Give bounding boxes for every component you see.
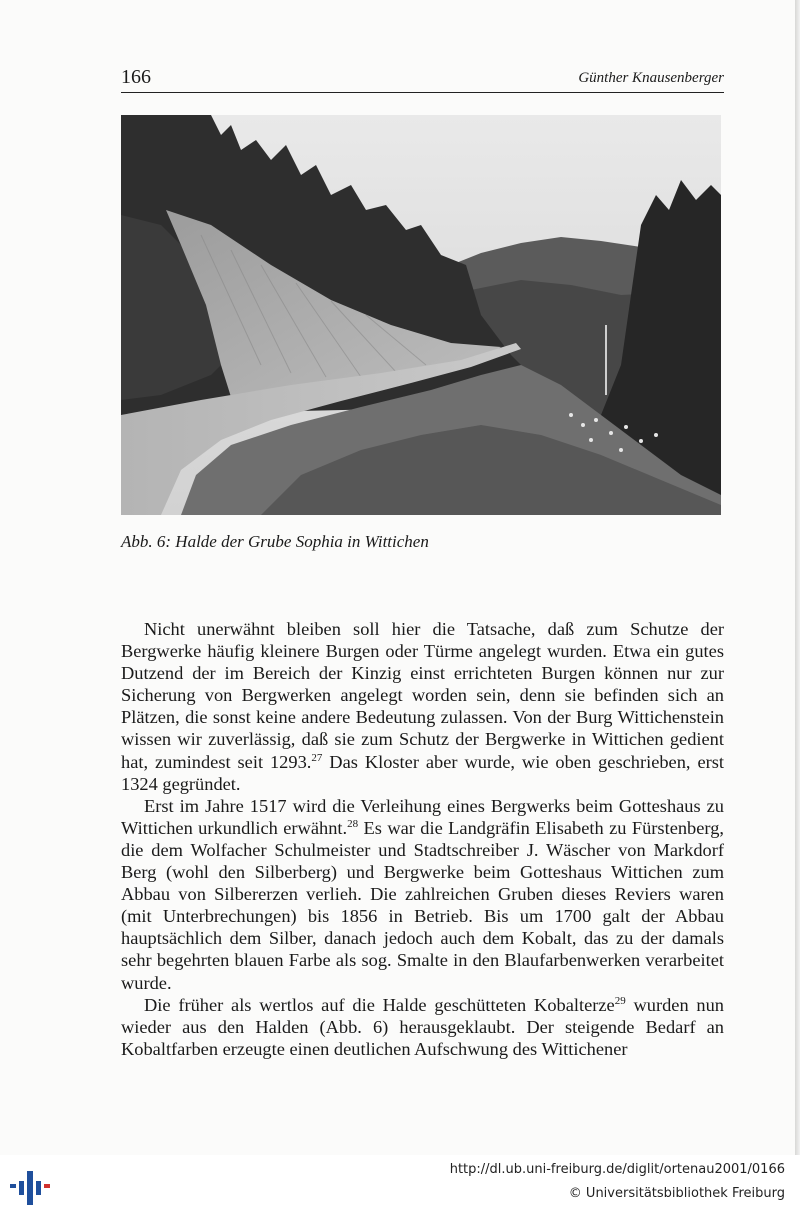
page-edge (795, 0, 800, 1155)
paragraph-1 (121, 618, 724, 795)
footnote-ref-27: 27 (311, 751, 323, 764)
footnote-ref-29: 29 (614, 994, 626, 1007)
viewer-footer (0, 1155, 800, 1212)
figure-caption: Abb. 6: Halde der Grube Sophia in Wittichen (121, 532, 429, 551)
permalink-url[interactable]: http://dl.ub.uni-freiburg.de/diglit/ortenau2001/0166 (449, 1162, 785, 1177)
page-number: 166 (121, 66, 151, 88)
paragraph-text: Erst im Jahre 1517 wird die Verleihung eines Bergwerks beim Gotteshaus zu Wittichen urkundlich erwähnt. (121, 795, 724, 838)
figure-photo-halde (121, 115, 721, 515)
paragraph-text: Es war die Landgräfin Elisabeth zu Fürstenberg, die dem Wolfacher Schulmeister und Stadtschreiber J. Wäscher von Markdorf Berg (wohl den Silberberg) und Bergwerke beim Gotteshaus Wittichen zum Abbau von Silbererzen verlieh. Die zahlreichen Gruben dieses Reviers waren (mit Unterbrechungen) bis 1856 in Betrieb. Bis um 1700 galt der Abbau hauptsächlich dem Silber, danach jedoch auch dem Kobalt, das zu der damals sehr begehrten blauen Farbe als sog. Smalte in den Blaufarbenwerken verarbeitet wurde. (121, 817, 725, 993)
paragraph-text: Das Kloster aber wurde, wie oben geschrieben, erst 1324 gegründet. (121, 751, 724, 794)
paragraph-text: wurden nun wieder aus den Halden (Abb. 6) herausgeklaubt. Der steigende Bedarf an Kobaltfarben erzeugte einen deutlichen Aufschwung des Wittichener (121, 994, 724, 1059)
footnote-ref-28: 28 (347, 817, 359, 830)
library-logo-icon (10, 1163, 52, 1205)
paragraph-3 (121, 994, 724, 1060)
paragraph-text: Nicht unerwähnt bleiben soll hier die Tatsache, daß zum Schutze der Bergwerke häufig kleinere Burgen oder Türme angelegt wurden. Etwa ein gutes Dutzend der im Bereich der Kinzig einst errichteten Burgen können nur zur Sicherung von Bergwerken angelegt worden sein, denn sie befinden sich an Plätzen, die sonst keine andere Bedeutung zulassen. Von der Burg Wittichenstein wissen wir zuverlässig, daß sie zum Schutz der Bergwerke in Wittichen gedient hat, zumindest seit 1293. (121, 619, 724, 772)
paragraph-2 (121, 795, 724, 994)
paragraph-text: Die früher als wertlos auf die Halde geschütteten Kobalterze (144, 994, 615, 1015)
page-header (121, 66, 724, 93)
body-text (121, 618, 724, 1060)
copyright-notice: © Universitätsbibliothek Freiburg (568, 1186, 785, 1201)
running-head-author: Günther Knausenberger (578, 70, 724, 86)
